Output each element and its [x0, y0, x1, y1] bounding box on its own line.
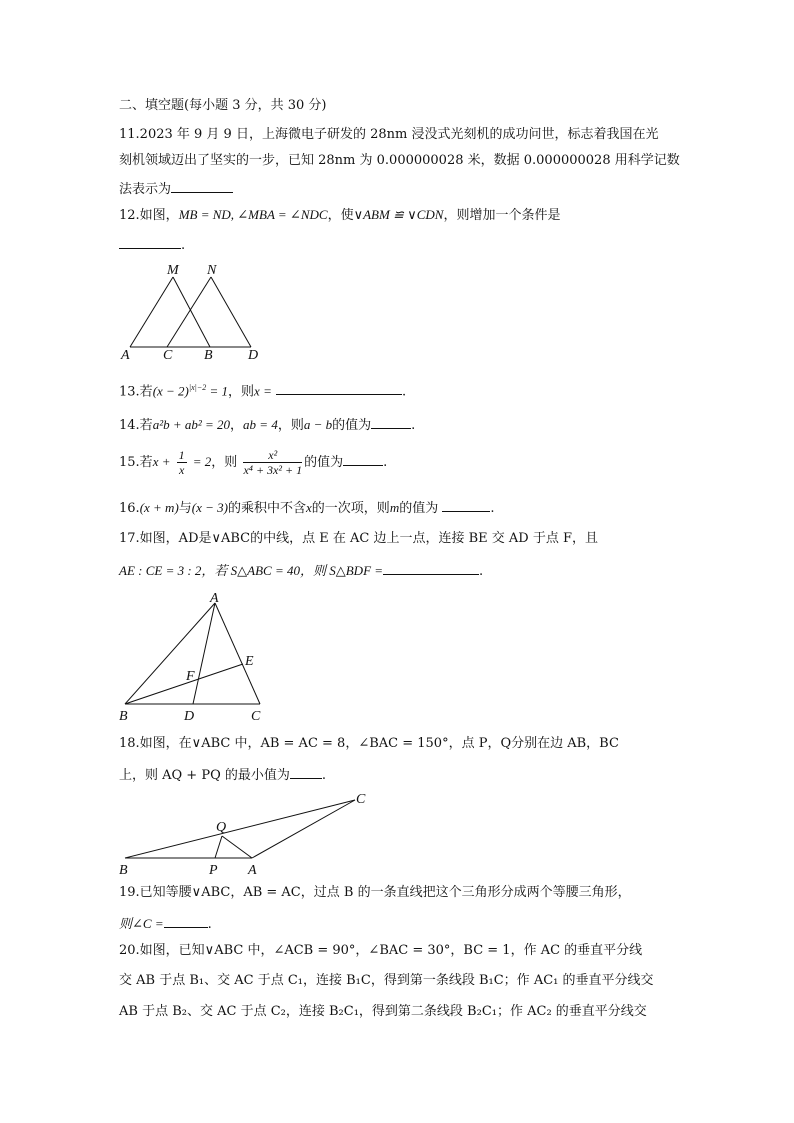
- q12-line1: [119, 206, 560, 225]
- q17-line2: [119, 560, 483, 581]
- q14-answer-blank[interactable]: [371, 414, 411, 429]
- q17-line1: 17.如图，AD是∨ABC的中线，点 E 在 AC 边上一点，连接 BE 交 AD 于点 F，且: [119, 531, 599, 546]
- q11-answer-blank[interactable]: [171, 178, 233, 193]
- q12-label-C: C: [163, 348, 173, 363]
- q12-figure: [115, 260, 275, 363]
- q11-text: 法表示为: [119, 182, 172, 197]
- q13-base: (x − 2): [152, 383, 189, 399]
- q17-label-C: C: [251, 709, 261, 724]
- q15-den2: x⁴ + 3x² + 1: [243, 463, 303, 477]
- q13-mid: ，则: [228, 384, 255, 400]
- q12-answer-blank[interactable]: [119, 234, 181, 249]
- q14-prefix: 14.若: [119, 418, 153, 433]
- q18-label-C: C: [356, 792, 366, 807]
- q11-line3: [119, 178, 233, 199]
- q18-label-A: A: [248, 863, 257, 878]
- q12-condition: MB = ND, ∠MBA = ∠NDC: [178, 207, 328, 222]
- q12-label-A: A: [121, 348, 130, 363]
- q19-text: 则∠C =: [119, 916, 164, 931]
- q15-answer-blank[interactable]: [343, 451, 383, 466]
- q15-num2: x²: [243, 448, 302, 463]
- q14-expr1: a²b + ab² = 20: [152, 417, 231, 432]
- q12-label-B: B: [204, 348, 213, 363]
- q18-label-Q: Q: [216, 820, 227, 835]
- q19-line2: [119, 913, 212, 934]
- q20-line2: 交 AB 于点 B₁、交 AC 于点 C₁，连接 B₁C，得到第一条线段 B₁C；作 AC₁ 的垂直平分线交: [119, 973, 654, 988]
- q15-suffix: 的值为: [304, 455, 344, 470]
- q16-mid2: 的一次项，则: [311, 501, 390, 516]
- q18-answer-blank[interactable]: [290, 764, 322, 779]
- q18-text: 上，则 AQ + PQ 的最小值为: [119, 768, 290, 783]
- q17-label-B: B: [119, 709, 128, 724]
- q17-label-F: F: [186, 669, 195, 684]
- q11-line2: 刻机领域迈出了坚实的一步，已知 28nm 为 0.000000028 米，数据 0.000000028 用科学记数: [119, 153, 680, 168]
- q17-label-E: E: [245, 654, 254, 669]
- q18-line2: [119, 764, 326, 785]
- q16-x: x: [306, 500, 312, 515]
- q12-label-D: D: [248, 348, 259, 363]
- q13-answer-blank[interactable]: [276, 380, 402, 395]
- q16-suffix: 的值为: [399, 501, 439, 516]
- q15-lhs: x +: [152, 454, 171, 469]
- q17-label-A: A: [210, 591, 219, 606]
- q17-label-D: D: [184, 709, 195, 724]
- q16: [119, 497, 495, 518]
- q19-end: .: [207, 917, 212, 932]
- q15-fraction-1: [177, 448, 187, 477]
- q16-answer-blank[interactable]: [442, 497, 490, 512]
- q15-prefix: 15.若: [119, 455, 153, 470]
- q16-factor-2: (x − 3): [191, 500, 228, 515]
- q18-line1: 18.如图，在∨ABC 中，AB = AC = 8，∠BAC = 150°，点 P，Q分别在边 AB，BC: [119, 736, 619, 751]
- q15-den1: x: [178, 463, 185, 477]
- q11-line1: 11.2023 年 9 月 9 日，上海微电子研发的 28nm 浸没式光刻机的成功问世，标志着我国在光: [119, 127, 659, 142]
- q19-answer-blank[interactable]: [164, 913, 208, 928]
- q12-congruence: ∨ABM ≌ ∨CDN: [353, 207, 444, 222]
- q14-mid: ，则: [277, 418, 304, 433]
- q14-expr3: a − b: [303, 417, 333, 432]
- q17-condition: AE : CE = 3 : 2，若 S△ABC = 40，则 S△BDF =: [119, 563, 384, 578]
- q18-end: .: [321, 768, 327, 783]
- q16-with: 与: [178, 501, 192, 516]
- q15-num1: 1: [178, 448, 185, 462]
- q12-mid: ，使: [327, 208, 354, 223]
- q12-prefix: 12.如图，: [119, 208, 179, 223]
- q15-rhs: = 2: [192, 454, 212, 469]
- q15-fraction-2: [243, 448, 302, 477]
- q14: [119, 414, 415, 435]
- q17-answer-blank[interactable]: [383, 560, 479, 575]
- q14-suffix: 的值为: [332, 418, 372, 433]
- q14-sep: ，: [230, 418, 244, 433]
- q12-suffix: ，则增加一个条件是: [443, 208, 561, 223]
- q12-end: .: [181, 238, 186, 253]
- q20-line1: 20.如图，已知∨ABC 中，∠ACB = 90°，∠BAC = 30°，BC = 1，作 AC 的垂直平分线: [119, 943, 643, 958]
- q18-label-P: P: [209, 863, 218, 878]
- q15: [119, 444, 387, 481]
- q13-end: .: [401, 384, 407, 400]
- q17-end: .: [479, 564, 484, 579]
- q16-end: .: [490, 501, 495, 516]
- q15-end: .: [383, 455, 388, 470]
- q18-label-B: B: [119, 863, 128, 878]
- q12-label-N: N: [207, 263, 217, 278]
- q13-eq: = 1: [206, 383, 229, 399]
- q16-m: m: [389, 500, 400, 515]
- q13-prefix: 13.若: [119, 384, 153, 400]
- q19-line1: 19.已知等腰∨ABC，AB = AC，过点 B 的一条直线把这个三角形分成两个等腰三角形，: [119, 885, 631, 900]
- q18-figure: [115, 788, 375, 878]
- q15-mid: ，则: [211, 455, 238, 470]
- q20-line3: AB 于点 B₂、交 AC 于点 C₂，连接 B₂C₁，得到第二条线段 B₂C₁；作 AC₂ 的垂直平分线交: [119, 1004, 647, 1019]
- section-title: 二、填空题(每小题 3 分，共 30 分): [119, 98, 327, 113]
- q13-exponent: |x|−2: [188, 383, 207, 392]
- q13-var: x =: [254, 383, 272, 399]
- q16-mid: 的乘积中不含: [228, 501, 307, 516]
- q17-figure: [115, 590, 275, 725]
- q14-end: .: [411, 418, 416, 433]
- q16-prefix: 16.: [119, 501, 140, 516]
- q16-factor-1: (x + m): [139, 500, 179, 515]
- q14-expr2: ab = 4: [243, 417, 278, 432]
- q12-line2: [119, 234, 185, 255]
- q12-label-M: M: [167, 263, 179, 278]
- q13: [119, 379, 406, 401]
